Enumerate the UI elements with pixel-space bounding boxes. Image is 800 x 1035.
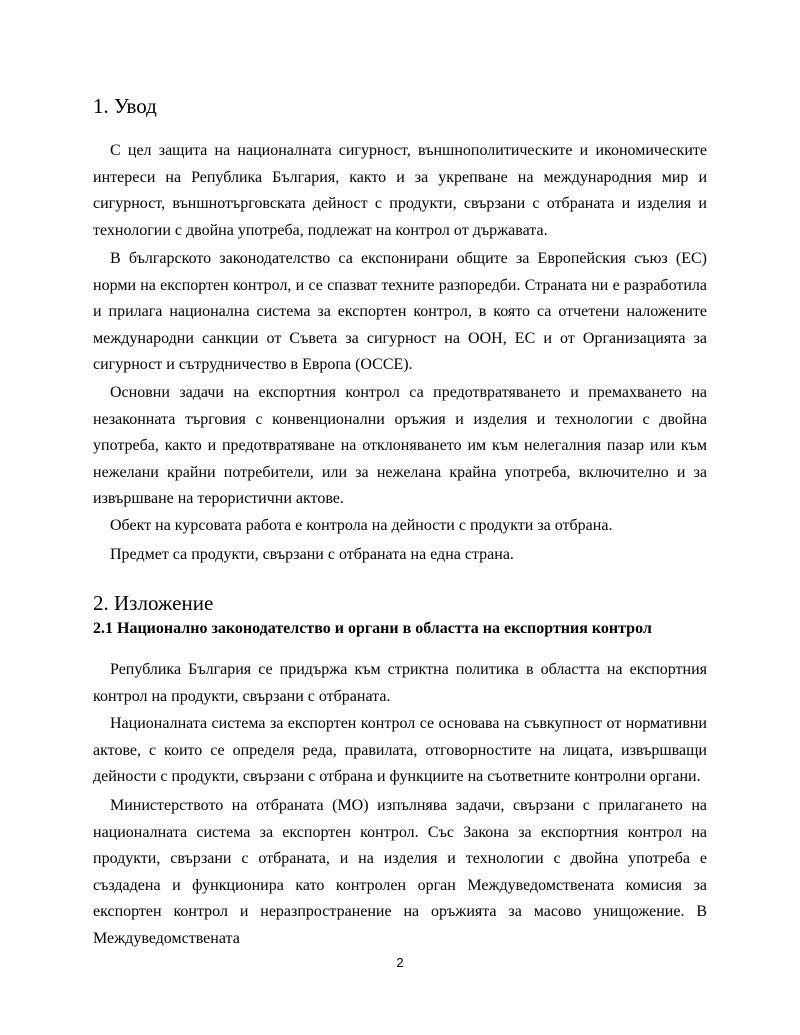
section-1-paragraph: В българското законодателство са експонирани общите за Европейския съюз (ЕС) норми на експортен контрол, и се спазват техните разпоредби. Страната ни е разработила и прилага национална система за експортен контрол, в която са отчетени наложените международни санкции от Съвета за сигурност на ООН, ЕС и от Организацията за сигурност и сътрудничество в Европа (ОССЕ). [93, 250, 707, 373]
section-2-paragraph: Република България се придържа към стриктна политика в областта на експортния контрол на продукти, свързани с отбраната. [93, 661, 707, 705]
section-2-paragraph: Министерството на отбраната (МО) изпълнява задачи, свързани с прилагането на националната система за експортен контрол. Със Закона за експортния контрол на продукти, свързани с отбраната, и на изделия и технологии с двойна употреба е създадена и функционира като контролен орган Междуведомствената комисия за експортен контрол и неразпространение на оръжията за масово унищожение. В Междуведомствената [93, 797, 707, 947]
section-1-paragraph: Предмет са продукти, свързани с отбраната на една страна. [110, 546, 514, 563]
section-2-1-subheading: 2.1 Национално законодателство и органи в областта на експортния контрол [93, 620, 652, 637]
section-1-paragraph: С цел защита на националната сигурност, външнополитическите и икономическите интереси на Република България, както и за укрепване на международния мир и сигурност, външнотърговската дейност с продукти, свързани с отбраната и изделия и технологии с двойна употреба, подлежат на контрол от държавата. [93, 142, 707, 239]
section-1-paragraph: Обект на курсовата работа е контрола на дейности с продукти за отбрана. [110, 517, 613, 534]
section-2-heading: 2. Изложение [93, 591, 214, 615]
section-2-paragraph: Националната система за експортен контрол се основава на съвкупност от нормативни актове, с които се определя реда, правилата, отговорностите на лицата, извършващи дейности с продукти, свързани с отбрана и функциите на съответните контролни органи. [93, 715, 707, 785]
page-number: 2 [396, 955, 404, 970]
section-1-heading: 1. Увод [93, 94, 157, 118]
section-1-paragraph: Основни задачи на експортния контрол са предотвратяването и премахването на незаконната търговия с конвенционални оръжия и изделия и технологии с двойна употреба, както и предотвратяване на отклоняването им към нелегалния пазар или към нежелани крайни потребители, или за нежелана крайна употреба, включително и за извършване на терористични актове. [93, 384, 707, 507]
